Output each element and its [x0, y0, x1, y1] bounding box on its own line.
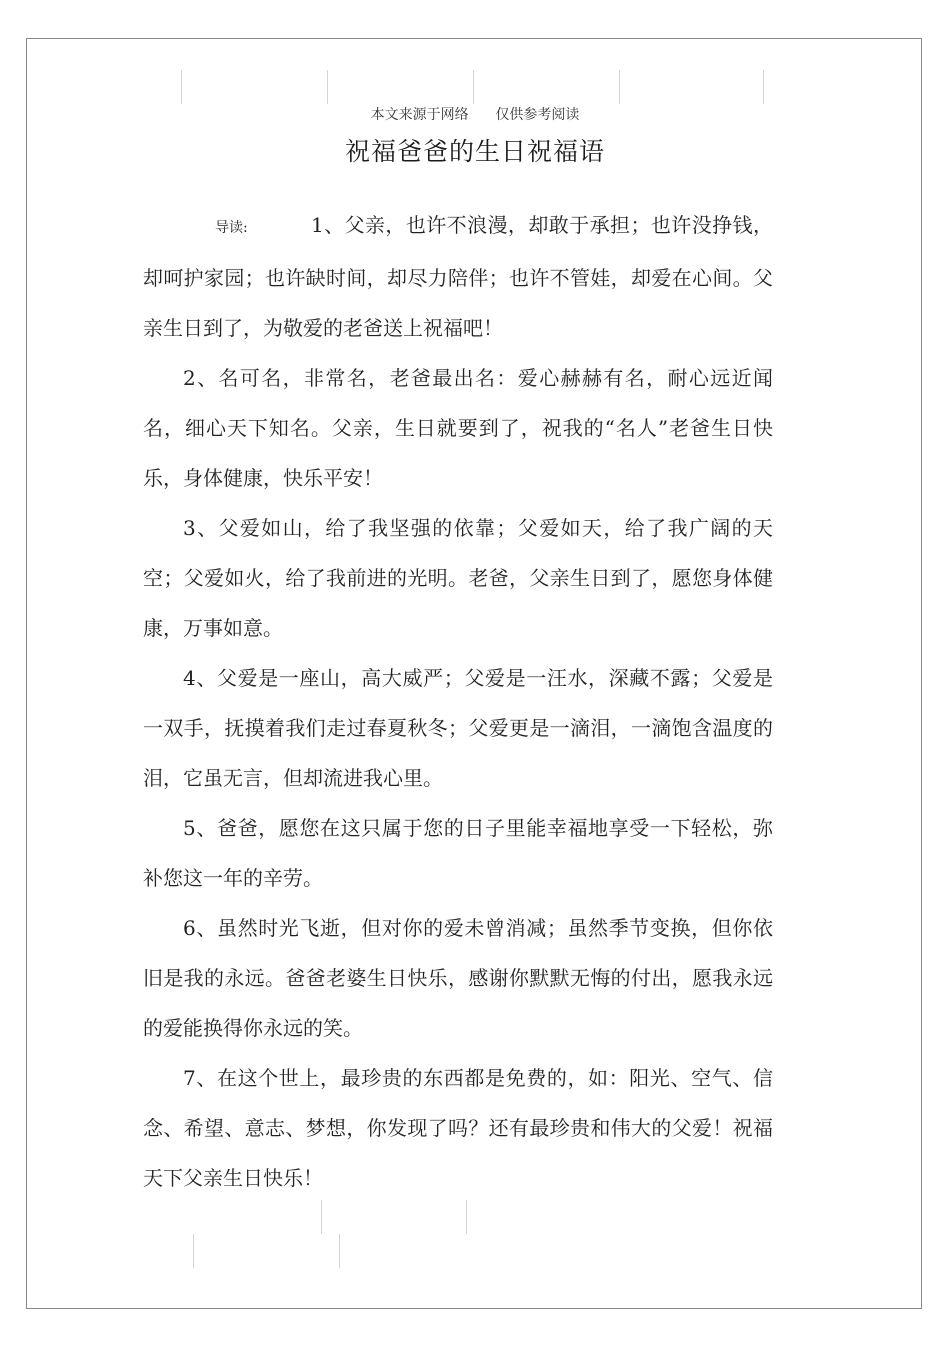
document-title: 祝福爸爸的生日祝福语: [344, 137, 605, 166]
paragraph-4: 4、父爱是一座山，高大威严；父爱是一汪水，深藏不露；父爱是一双手，抚摸着我们走过春夏秋冬；父爱更是一滴泪，一滴饱含温度的泪，它虽无言，但却流进我心里。: [143, 666, 773, 790]
scan-line: [466, 1200, 467, 1234]
scan-line: [181, 70, 182, 104]
paragraph-7: 7、在这个世上，最珍贵的东西都是免费的，如：阳光、空气、信念、希望、意志、梦想，你发现了吗？还有最珍贵和伟大的父爱！祝福天下父亲生日快乐！: [143, 1066, 773, 1190]
paragraph-1: [143, 200, 773, 353]
paragraph-6: 6、虽然时光飞逝，但对你的爱未曾消减；虽然季节变换，但你依旧是我的永远。爸爸老婆生日快乐，感谢你默默无悔的付出，愿我永远的爱能换得你永远的笑。: [143, 916, 773, 1040]
scan-line: [321, 1200, 322, 1234]
scan-line: [327, 70, 328, 104]
paragraph-1-text: 1、父亲，也许不浪漫，却敢于承担；也许没挣钱，却呵护家园；也许缺时间，却尽力陪伴；也许不管娃，却爱在心间。父亲生日到了，为敬爱的老爸送上祝福吧！: [143, 213, 773, 340]
scan-line: [193, 1234, 194, 1268]
scan-line: [473, 70, 474, 104]
intro-label: 导读:: [215, 220, 248, 236]
scan-line: [619, 70, 620, 104]
scan-line: [763, 70, 764, 104]
paragraph-5: 5、爸爸，愿您在这只属于您的日子里能幸福地享受一下轻松，弥补您这一年的辛劳。: [143, 816, 773, 890]
paragraph-3: 3、父爱如山，给了我坚强的依靠；父爱如天，给了我广阔的天空；父爱如火，给了我前进的光明。老爸，父亲生日到了，愿您身体健康，万事如意。: [143, 516, 773, 640]
header-note: 本文来源于网络 仅供参考阅读: [370, 107, 580, 123]
paragraph-2: 2、名可名，非常名，老爸最出名：爱心赫赫有名，耐心远近闻名，细心天下知名。父亲，生日就要到了，祝我的“名人”老爸生日快乐，身体健康，快乐平安！: [143, 366, 773, 490]
document-body: [143, 200, 773, 1203]
scan-line: [339, 1234, 340, 1268]
